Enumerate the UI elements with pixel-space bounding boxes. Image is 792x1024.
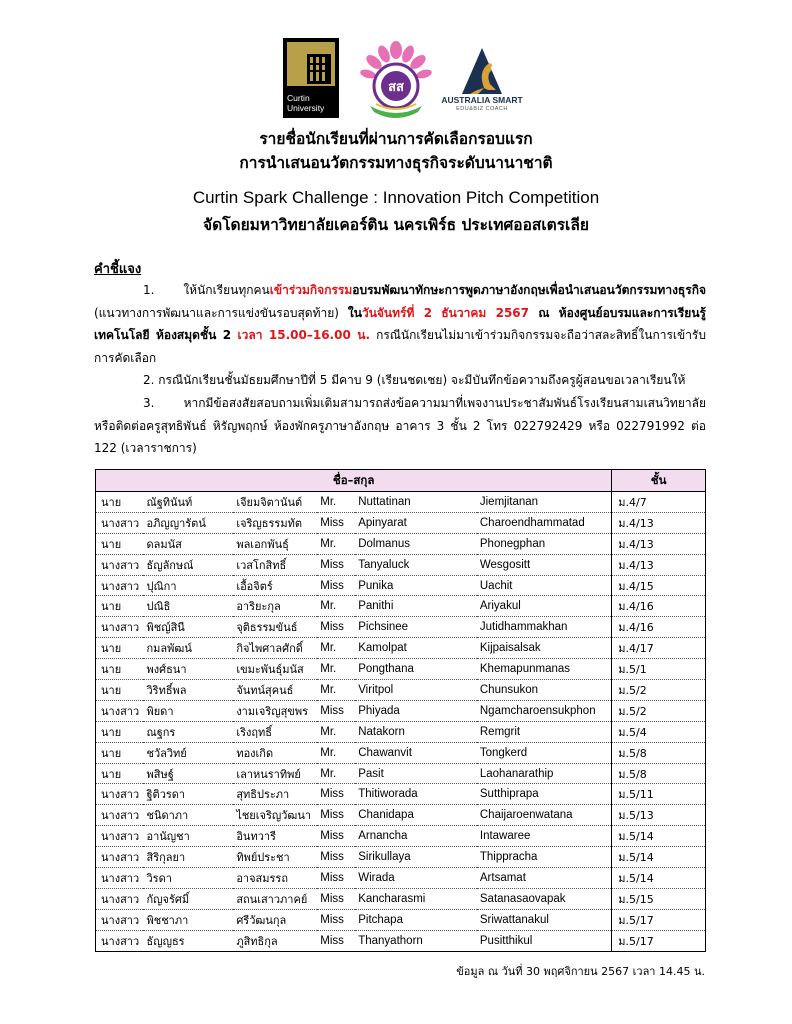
cell-class: ม.5/8	[612, 763, 706, 784]
cell-last-name-english: Thippracha	[477, 847, 612, 868]
cell-prefix-english: Miss	[317, 847, 355, 868]
cell-last-name-thai: พลเอกพันธุ์	[233, 533, 317, 554]
cell-first-name-english: Wirada	[355, 868, 477, 889]
cell-last-name-thai: สถนเสาวภาคย์	[233, 888, 317, 909]
cell-last-name-thai: จันทน์สุคนธ์	[233, 680, 317, 701]
cell-first-name-english: Arnancha	[355, 826, 477, 847]
cell-first-name-english: Sirikullaya	[355, 847, 477, 868]
cell-class: ม.5/1	[612, 659, 706, 680]
cell-last-name-thai: ทิพย์ประชา	[233, 847, 317, 868]
table-row	[96, 554, 706, 575]
cell-prefix-english: Mr.	[317, 596, 355, 617]
cell-first-name-thai: พิชชาภา	[143, 909, 233, 930]
table-row	[96, 533, 706, 554]
cell-last-name-english: Phonegphan	[477, 533, 612, 554]
cell-prefix-thai: นาย	[96, 596, 144, 617]
cell-last-name-english: Charoendhammatad	[477, 512, 612, 533]
cell-first-name-thai: พสิษฐ์	[143, 763, 233, 784]
cell-class: ม.5/11	[612, 784, 706, 805]
cell-last-name-english: Kijpaisalsak	[477, 638, 612, 659]
table-row	[96, 721, 706, 742]
cell-first-name-thai: อภิญญารัตน์	[143, 512, 233, 533]
cell-last-name-thai: งามเจริญสุขพร	[233, 700, 317, 721]
cell-class: ม.5/2	[612, 700, 706, 721]
cell-last-name-thai: อาริยะกุล	[233, 596, 317, 617]
cell-first-name-english: Thitiworada	[355, 784, 477, 805]
cell-prefix-english: Mr.	[317, 742, 355, 763]
cell-last-name-english: Jutidhammakhan	[477, 617, 612, 638]
cell-prefix-english: Miss	[317, 930, 355, 951]
cell-first-name-thai: กัญจรัศมิ์	[143, 888, 233, 909]
cell-prefix-thai: นางสาว	[96, 868, 144, 889]
table-row	[96, 888, 706, 909]
cell-class: ม.5/14	[612, 868, 706, 889]
table-row	[96, 596, 706, 617]
table-row	[96, 700, 706, 721]
cell-prefix-thai: นางสาว	[96, 700, 144, 721]
cell-class: ม.4/16	[612, 617, 706, 638]
cell-first-name-thai: ชนิดาภา	[143, 805, 233, 826]
table-row	[96, 763, 706, 784]
cell-last-name-english: Khemapunmanas	[477, 659, 612, 680]
cell-class: ม.5/13	[612, 805, 706, 826]
cell-class: ม.5/17	[612, 909, 706, 930]
australia-smart-caption: AUSTRALIA SMART	[441, 95, 523, 105]
cell-last-name-english: Ngamcharoensukphon	[477, 700, 612, 721]
table-row	[96, 805, 706, 826]
cell-first-name-english: Chanidapa	[355, 805, 477, 826]
cell-prefix-thai: นาย	[96, 492, 144, 513]
cell-last-name-english: Jiemjitanan	[477, 492, 612, 513]
cell-first-name-english: Dolmanus	[355, 533, 477, 554]
table-row	[96, 909, 706, 930]
table-row	[96, 930, 706, 951]
cell-last-name-english: Laohanarathip	[477, 763, 612, 784]
cell-last-name-thai: เขมะพันธุ์มนัส	[233, 659, 317, 680]
student-rows	[96, 492, 706, 952]
cell-class: ม.5/17	[612, 930, 706, 951]
cell-first-name-thai: ฐิติวรดา	[143, 784, 233, 805]
cell-first-name-english: Pongthana	[355, 659, 477, 680]
table-row	[96, 847, 706, 868]
table-header-row	[96, 470, 706, 492]
cell-prefix-english: Mr.	[317, 680, 355, 701]
cell-first-name-english: Pichsinee	[355, 617, 477, 638]
title-line-1: รายชื่อนักเรียนที่ผ่านการคัดเลือกรอบแรก	[259, 130, 533, 148]
cell-class: ม.4/13	[612, 512, 706, 533]
cell-first-name-thai: วิรดา	[143, 868, 233, 889]
title-line-2: การนำเสนอนวัตกรรมทางธุรกิจระดับนานาชาติ	[239, 154, 553, 172]
cell-first-name-thai: สิริกุลยา	[143, 847, 233, 868]
cell-first-name-english: Punika	[355, 575, 477, 596]
cell-class: ม.4/13	[612, 533, 706, 554]
cell-first-name-thai: พิชญ์สินี	[143, 617, 233, 638]
kangaroo-shield-icon	[434, 44, 530, 96]
curtin-crest-icon	[307, 54, 331, 84]
curtin-crest	[287, 42, 335, 86]
cell-class: ม.4/17	[612, 638, 706, 659]
cell-prefix-english: Mr.	[317, 638, 355, 659]
cell-class: ม.5/2	[612, 680, 706, 701]
data-timestamp: ข้อมูล ณ วันที่ 30 พฤศจิกายน 2567 เวลา 14.45 น.	[456, 965, 705, 978]
cell-last-name-english: Chunsukon	[477, 680, 612, 701]
cell-first-name-english: Apinyarat	[355, 512, 477, 533]
cell-prefix-english: Miss	[317, 826, 355, 847]
cell-last-name-thai: ภูสิทธิกุล	[233, 930, 317, 951]
cell-first-name-thai: ดลมนัส	[143, 533, 233, 554]
cell-prefix-thai: นาย	[96, 659, 144, 680]
cell-prefix-english: Miss	[317, 888, 355, 909]
cell-class: ม.5/4	[612, 721, 706, 742]
cell-first-name-english: Kancharasmi	[355, 888, 477, 909]
cell-class: ม.4/15	[612, 575, 706, 596]
cell-last-name-english: Remgrit	[477, 721, 612, 742]
cell-first-name-thai: วิริทธิ์พล	[143, 680, 233, 701]
cell-prefix-thai: นาย	[96, 721, 144, 742]
cell-last-name-english: Tongkerd	[477, 742, 612, 763]
table-row	[96, 575, 706, 596]
school-seal-icon	[356, 40, 436, 120]
svg-text:สส: สส	[388, 80, 404, 95]
cell-prefix-english: Miss	[317, 784, 355, 805]
table-row	[96, 868, 706, 889]
cell-prefix-thai: นางสาว	[96, 930, 144, 951]
cell-prefix-english: Miss	[317, 909, 355, 930]
title-line-4: จัดโดยมหาวิทยาลัยเคอร์ติน นครเพิร์ธ ประเทศออสเตรเลีย	[203, 216, 589, 234]
cell-class: ม.5/14	[612, 847, 706, 868]
cell-last-name-thai: เวสโกสิทธิ์	[233, 554, 317, 575]
cell-prefix-thai: นาย	[96, 742, 144, 763]
cell-first-name-thai: ธัญญธร	[143, 930, 233, 951]
cell-last-name-thai: สุทธิประภา	[233, 784, 317, 805]
cell-first-name-thai: ณฐกร	[143, 721, 233, 742]
instruction-paragraph-2: 2. กรณีนักเรียนชั้นมัธยมศึกษาปีที่ 5 มีคาบ 9 (เรียนชดเชย) จะมีบันทึกข้อความถึงครูผู้สอนขอเวลาเรียนให้	[143, 373, 686, 387]
cell-first-name-english: Panithi	[355, 596, 477, 617]
table-row	[96, 492, 706, 513]
cell-first-name-thai: ชวัลวิทย์	[143, 742, 233, 763]
cell-first-name-english: Chawanvit	[355, 742, 477, 763]
cell-first-name-english: Pasit	[355, 763, 477, 784]
cell-first-name-thai: ปณิธิ	[143, 596, 233, 617]
table-row	[96, 638, 706, 659]
instruction-paragraph-1: 1. ให้นักเรียนทุกคนเข้าร่วมกิจกรรมอบรมพัฒนาทักษะการพูดภาษาอังกฤษเพื่อนำเสนอนวัตกรรมทางธุรกิจ (แนวทางการพัฒนาและการแข่งขันรอบสุดท้าย) ในวันจันทร์ที่ 2 ธันวาคม 2567 ณ ห้องศูนย์อบรมและการเรียนรู้เทคโนโลยี ห้องสมุดชั้น 2 เวลา 15.00–16.00 น. กรณีนักเรียนไม่มาเข้าร่วมกิจกรรมจะถือว่าสละสิทธิ์ในการเข้ารับการคัดเลือก	[94, 283, 706, 365]
cell-last-name-thai: อาจสมรรถ	[233, 868, 317, 889]
cell-prefix-english: Mr.	[317, 659, 355, 680]
table-row	[96, 659, 706, 680]
cell-prefix-thai: นางสาว	[96, 847, 144, 868]
curtin-logo-text: Curtin University	[287, 93, 325, 113]
cell-class: ม.5/8	[612, 742, 706, 763]
cell-first-name-thai: ธัญลักษณ์	[143, 554, 233, 575]
cell-first-name-english: Pitchapa	[355, 909, 477, 930]
australia-smart-logo	[434, 44, 530, 120]
cell-prefix-english: Mr.	[317, 492, 355, 513]
cell-last-name-thai: ศรีวัฒนกุล	[233, 909, 317, 930]
cell-prefix-english: Miss	[317, 617, 355, 638]
table-row	[96, 680, 706, 701]
cell-first-name-english: Natakorn	[355, 721, 477, 742]
cell-last-name-english: Intawaree	[477, 826, 612, 847]
table-row	[96, 617, 706, 638]
cell-prefix-thai: นางสาว	[96, 909, 144, 930]
cell-last-name-english: Wesgositt	[477, 554, 612, 575]
cell-prefix-english: Mr.	[317, 721, 355, 742]
cell-prefix-thai: นางสาว	[96, 554, 144, 575]
instruction-paragraph-3: 3. หากมีข้อสงสัยสอบถามเพิ่มเติมสามารถส่งข้อความมาที่เพจงานประชาสัมพันธ์โรงเรียนสามเสนวิทยาลัย หรือติดต่อครูสุทธิพันธ์ หิรัญพฤกษ์ ห้องพักครูภาษาอังกฤษ อาคาร 3 ชั้น 2 โทร 022792429 หรือ 022791992 ต่อ 122 (เวลาราชการ)	[94, 396, 706, 455]
cell-prefix-english: Miss	[317, 512, 355, 533]
cell-last-name-thai: ไชยเจริญวัฒนา	[233, 805, 317, 826]
cell-prefix-thai: นางสาว	[96, 888, 144, 909]
cell-last-name-english: Uachit	[477, 575, 612, 596]
cell-last-name-english: Sriwattanakul	[477, 909, 612, 930]
cell-first-name-thai: พงศ์ธนา	[143, 659, 233, 680]
table-row	[96, 742, 706, 763]
cell-last-name-english: Ariyakul	[477, 596, 612, 617]
cell-first-name-english: Tanyaluck	[355, 554, 477, 575]
cell-prefix-thai: นาย	[96, 533, 144, 554]
title-line-3: Curtin Spark Challenge : Innovation Pitch Competition	[192, 188, 600, 207]
cell-class: ม.4/7	[612, 492, 706, 513]
cell-prefix-english: Miss	[317, 805, 355, 826]
student-list-table	[95, 469, 706, 952]
table-row	[96, 512, 706, 533]
cell-prefix-thai: นางสาว	[96, 826, 144, 847]
cell-last-name-thai: จุติธรรมขันธ์	[233, 617, 317, 638]
cell-prefix-thai: นางสาว	[96, 784, 144, 805]
cell-last-name-thai: กิจไพศาลศักดิ์	[233, 638, 317, 659]
cell-prefix-thai: นาย	[96, 680, 144, 701]
cell-prefix-english: Mr.	[317, 533, 355, 554]
cell-last-name-thai: เจริญธรรมทัต	[233, 512, 317, 533]
cell-class: ม.4/13	[612, 554, 706, 575]
instructions-heading: คำชี้แจง	[94, 262, 142, 277]
cell-first-name-thai: ปุณิกา	[143, 575, 233, 596]
cell-last-name-thai: อินทวารี	[233, 826, 317, 847]
cell-prefix-english: Miss	[317, 700, 355, 721]
cell-prefix-english: Mr.	[317, 763, 355, 784]
cell-last-name-thai: เลาหนราทิพย์	[233, 763, 317, 784]
australia-smart-subcaption: EDU&BIZ COACH	[456, 106, 508, 112]
cell-first-name-thai: กมลพัฒน์	[143, 638, 233, 659]
cell-last-name-english: Pusitthikul	[477, 930, 612, 951]
cell-last-name-english: Sutthiprapa	[477, 784, 612, 805]
cell-class: ม.5/14	[612, 826, 706, 847]
cell-first-name-thai: อานัญชา	[143, 826, 233, 847]
cell-last-name-english: Artsamat	[477, 868, 612, 889]
cell-class: ม.5/15	[612, 888, 706, 909]
cell-first-name-thai: ณัฐทินันท์	[143, 492, 233, 513]
cell-prefix-thai: นางสาว	[96, 575, 144, 596]
cell-prefix-thai: นางสาว	[96, 805, 144, 826]
cell-class: ม.4/16	[612, 596, 706, 617]
cell-prefix-english: Miss	[317, 868, 355, 889]
cell-prefix-thai: นางสาว	[96, 512, 144, 533]
cell-first-name-english: Viritpol	[355, 680, 477, 701]
cell-last-name-thai: เริงฤทธิ์	[233, 721, 317, 742]
header-class: ชั้น	[612, 470, 706, 492]
cell-prefix-thai: นางสาว	[96, 617, 144, 638]
cell-first-name-thai: พิยดา	[143, 700, 233, 721]
cell-first-name-english: Nuttatinan	[355, 492, 477, 513]
cell-prefix-thai: นาย	[96, 763, 144, 784]
cell-prefix-english: Miss	[317, 575, 355, 596]
cell-last-name-thai: เจียมจิตานันต์	[233, 492, 317, 513]
header-name: ชื่อ–สกุล	[96, 470, 612, 492]
cell-last-name-english: Satanasaovapak	[477, 888, 612, 909]
table-row	[96, 826, 706, 847]
table-row	[96, 784, 706, 805]
cell-last-name-thai: เอื้อจิตร์	[233, 575, 317, 596]
curtin-university-logo	[283, 38, 339, 118]
cell-prefix-english: Miss	[317, 554, 355, 575]
cell-first-name-english: Phiyada	[355, 700, 477, 721]
cell-prefix-thai: นาย	[96, 638, 144, 659]
cell-first-name-english: Kamolpat	[355, 638, 477, 659]
cell-first-name-english: Thanyathorn	[355, 930, 477, 951]
cell-last-name-thai: ทองเกิด	[233, 742, 317, 763]
cell-last-name-english: Chaijaroenwatana	[477, 805, 612, 826]
